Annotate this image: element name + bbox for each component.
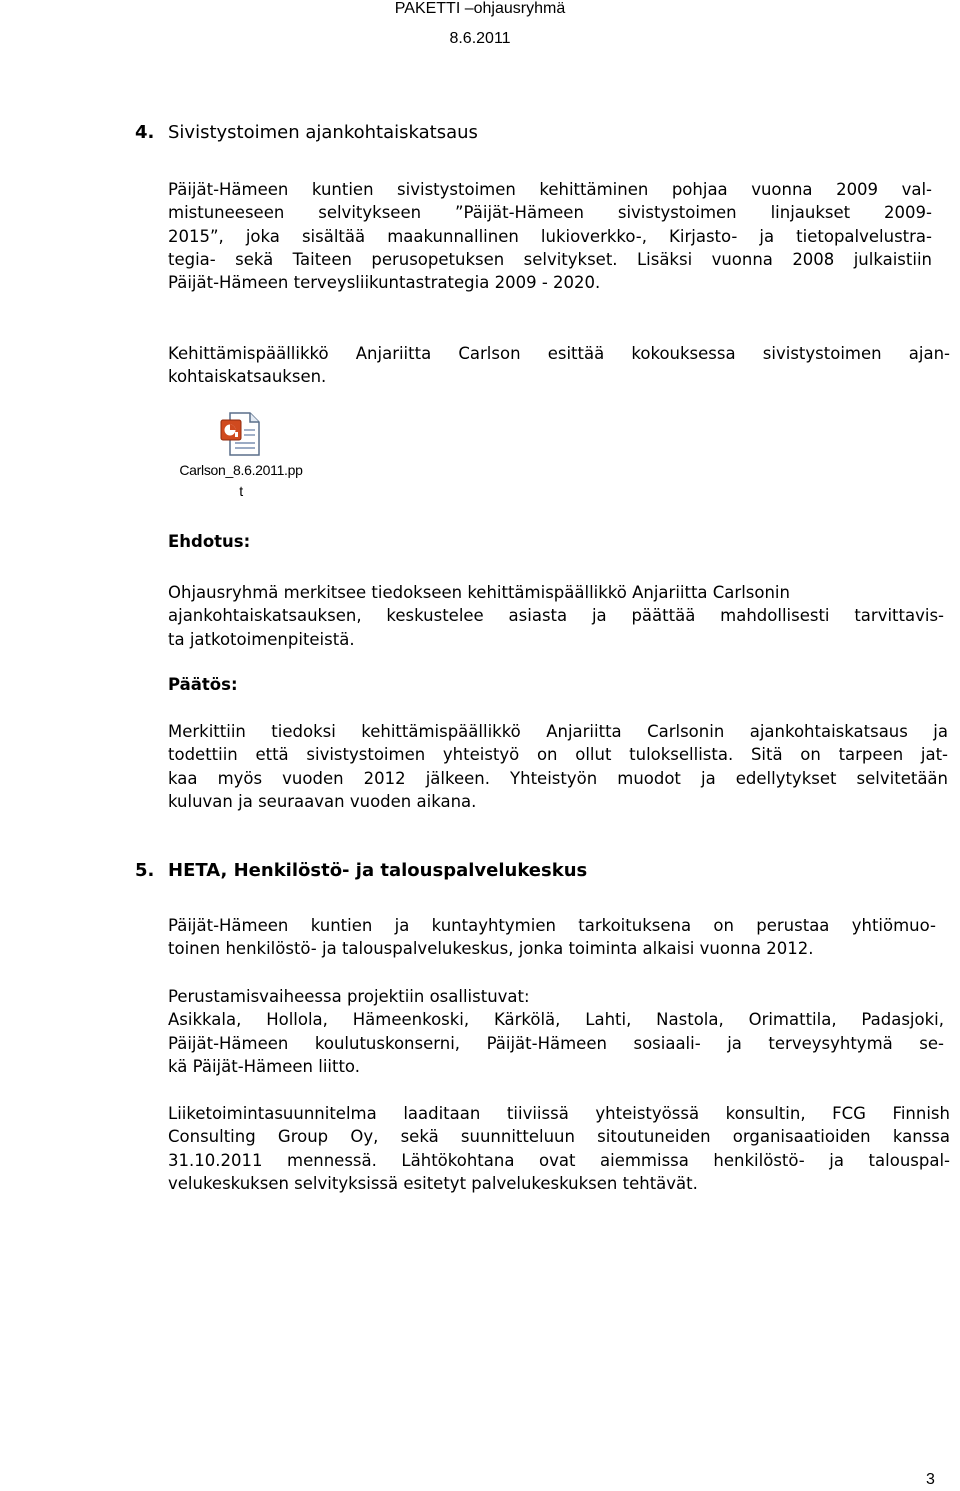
attachment-file-name-line: Carlson_8.6.2011.pp bbox=[179, 462, 303, 478]
powerpoint-file-icon bbox=[218, 410, 266, 458]
paragraph-line: ajankohtaiskatsauksen, keskustelee asiasta ja päättää mahdollisesti tarvittavis- bbox=[168, 606, 944, 626]
paragraph-line: Asikkala, Hollola, Hämeenkoski, Kärkölä, Lahti, Nastola, Orimattila, Padasjoki, bbox=[168, 1010, 944, 1030]
paragraph-line: ta jatkotoimenpiteistä. bbox=[168, 629, 355, 649]
paragraph-line: kuluvan ja seuraavan vuoden aikana. bbox=[168, 791, 477, 811]
paragraph-line: Consulting Group Oy, sekä suunnitteluun sitoutuneiden organisaatioiden kanssa bbox=[168, 1127, 950, 1147]
paragraph-line: Kehittämispäällikkö Anjariitta Carlson esittää kokouksessa sivistystoimen ajan- bbox=[168, 344, 950, 363]
section-4-number: 4. bbox=[135, 122, 155, 143]
section-4-presenter-paragraph bbox=[168, 342, 950, 389]
section-5-paragraph-1 bbox=[168, 914, 936, 961]
section-5-number: 5. bbox=[135, 860, 155, 881]
attachment-file-name-line: t bbox=[239, 483, 243, 499]
paragraph-line: toinen henkilöstö- ja talouspalvelukeskus, jonka toiminta alkaisi vuonna 2012. bbox=[168, 939, 814, 959]
section-4-title: Sivistystoimen ajankohtaiskatsaus bbox=[168, 122, 478, 143]
paragraph-line: Päijät-Hämeen kuntien sivistystoimen kehittäminen pohjaa vuonna 2009 val- bbox=[168, 180, 932, 199]
paragraph-line: Päijät-Hämeen koulutuskonserni, Päijät-Hämeen sosiaali- ja terveysyhtymä se- bbox=[168, 1033, 944, 1053]
paragraph-line: Ohjausryhmä merkitsee tiedokseen kehittämispäällikkö Anjariitta Carlsonin bbox=[168, 583, 790, 602]
paragraph-line: tegia- sekä Taiteen perusopetuksen selvitykset. Lisäksi vuonna 2008 julkaistiin bbox=[168, 249, 932, 269]
paragraph-line: kaa myös vuoden 2012 jälkeen. Yhteistyön muodot ja edellytykset selvitetään bbox=[168, 768, 948, 788]
paragraph-line: Merkittiin tiedoksi kehittämispäällikkö Anjariitta Carlsonin ajankohtaiskatsaus ja bbox=[168, 722, 948, 741]
section-5-paragraph-2 bbox=[168, 985, 944, 1078]
paragraph-line: mistuneeseen selvitykseen ”Päijät-Hämeen sivistystoimen linjaukset 2009- bbox=[168, 203, 932, 223]
document-header-date: 8.6.2011 bbox=[449, 30, 511, 47]
paragraph-line: velukeskuksen selvityksissä esitetyt palvelukeskuksen tehtävät. bbox=[168, 1173, 698, 1193]
paragraph-line: 2015”, joka sisältää maakunnallinen lukioverkko-, Kirjasto- ja tietopalvelustra- bbox=[168, 226, 932, 246]
section-4-decision-paragraph bbox=[168, 720, 948, 813]
section-5-paragraph-3 bbox=[168, 1102, 950, 1195]
paragraph-line: todettiin että sivistystoimen yhteistyö on ollut tuloksellista. Sitä on tarpeen jat- bbox=[168, 745, 948, 765]
paragraph-line: Päijät-Hämeen kuntien ja kuntayhtymien tarkoituksena on perustaa yhtiömuo- bbox=[168, 916, 936, 935]
paragraph-line: Perustamisvaiheessa projektiin osallistuvat: bbox=[168, 987, 530, 1006]
section-4-intro-paragraph bbox=[168, 178, 932, 294]
attachment-file-name[interactable] bbox=[166, 460, 316, 502]
paragraph-line: Päijät-Hämeen terveysliikuntastrategia 2009 - 2020. bbox=[168, 273, 601, 293]
page-number: 3 bbox=[926, 1471, 935, 1488]
paragraph-line: kohtaiskatsauksen. bbox=[168, 367, 327, 387]
section-4-proposal-paragraph bbox=[168, 581, 944, 651]
paragraph-line: kä Päijät-Hämeen liitto. bbox=[168, 1056, 360, 1076]
section-5-title: HETA, Henkilöstö- ja talouspalvelukeskus bbox=[168, 860, 588, 881]
document-header-title: PAKETTI –ohjausryhmä bbox=[394, 0, 566, 17]
paragraph-line: Liiketoimintasuunnitelma laaditaan tiiviissä yhteistyössä konsultin, FCG Finnish bbox=[168, 1104, 950, 1123]
paragraph-line: 31.10.2011 mennessä. Lähtökohtana ovat aiemmissa henkilöstö- ja talouspal- bbox=[168, 1150, 950, 1170]
proposal-label: Ehdotus: bbox=[168, 532, 251, 551]
decision-label: Päätös: bbox=[168, 675, 238, 694]
